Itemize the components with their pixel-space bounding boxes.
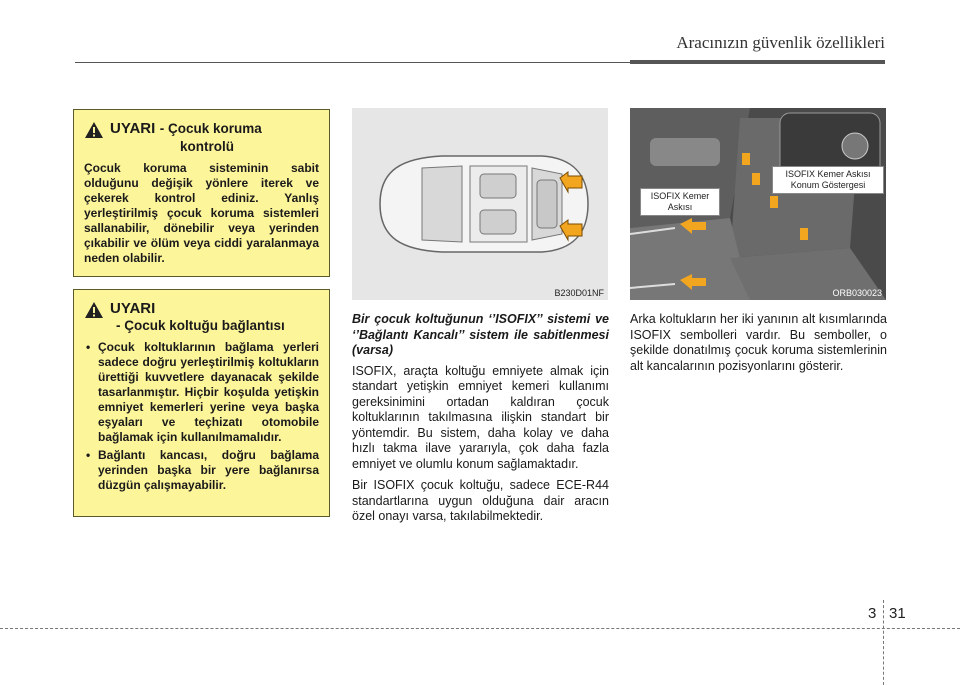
section-heading: Bir çocuk koltuğunun ‘’ISOFIX’’ sistemi ve ‘’Bağlantı Kancalı’’ sistem ile sabitlenmesi (varsa) [352, 312, 609, 357]
callout-text: ISOFIX Kemer [650, 191, 710, 201]
warning-heading [84, 300, 319, 334]
callout-isofix-anchor [640, 188, 720, 216]
figure-car-top-view [352, 108, 608, 300]
figure-code: B230D01NF [554, 288, 604, 298]
section-isofix-symbols-text [630, 312, 887, 380]
footer-dashed-rule [0, 628, 960, 629]
callout-isofix-indicator [772, 166, 884, 194]
chapter-number: 3 [868, 605, 877, 622]
section-paragraph: Arka koltukların her iki yanının alt kısımlarında ISOFIX sembolleri vardır. Bu semboller, o şekilde donatılmış çocuk koruma sistemlerinin alt kancalarının pozisyonlarını gösterir. [630, 312, 887, 373]
warning-list-item: • Bağlantı kancası, doğru bağlama yerinden başka bir yere bağlanırsa düzgün çalışmayabilir. [84, 448, 319, 493]
callout-text: ISOFIX Kemer Askısı [785, 169, 871, 179]
page-number: 31 [889, 605, 906, 622]
figure-code: ORB030023 [832, 288, 882, 298]
figure-rear-seat-isofix [630, 108, 886, 300]
warning-list [84, 340, 319, 493]
section-isofix-text [352, 312, 609, 531]
warning-heading [84, 120, 319, 155]
section-paragraph: ISOFIX, araçta koltuğu emniyete almak için standart yetişkin emniyet kemeri kullanımı gereksinimini ortadan kaldıran çocuk koltuklarının takılmasına ilişkin standart bir yöntemdir. Bu sistem, daha kolay ve daha hızlı takma ilave yararıyla, çok daha fazla emniyet ve olumlu konum sağlamaktadır. [352, 363, 609, 471]
warning-title: - Çocuk koltuğu bağlantısı [116, 318, 285, 333]
warning-triangle-icon [84, 301, 104, 319]
warning-triangle-icon [84, 121, 104, 139]
footer-vertical-rule [883, 600, 884, 685]
warning-box-seat-anchor [73, 289, 330, 517]
section-paragraph: Bir ISOFIX çocuk koltuğu, sadece ECE-R44 standartlarına uygun olduğuna dair aracın özel onayı varsa, takılabilmektedir. [352, 478, 609, 523]
warning-label: UYARI [110, 120, 156, 137]
warning-list-item: • Çocuk koltuklarının bağlama yerleri sadece doğru yerleştirilmiş koltukların ürettiği kuvvetlere dayanacak şekilde tasarlanmıştır. Hiçbir koşulda yetişkin emniyet kemerleri yerine veya başka eşyaları ve teçhizatı otomobile bağlamak için kullanılmamalıdır. [84, 340, 319, 445]
warning-box-child-restraint-check [73, 109, 330, 277]
warning-title-cont: kontrolü [180, 139, 234, 154]
callout-text: Askısı [667, 202, 693, 212]
page-header-title: Aracınızın güvenlik özellikleri [676, 33, 885, 52]
warning-title: - Çocuk koruma [159, 121, 262, 136]
header-rule-accent [630, 60, 885, 64]
warning-body: Çocuk koruma sisteminin sabit olduğunu değişik yönlere iterek ve çekerek kontrol ediniz. Yanlış yerleştirilmiş çocuk koruma sistemleri sallanabilir, dönebilir veya yerinden çıkabilir ve ölüm veya ciddi yaralanmaya neden olabilir. [84, 161, 319, 265]
callout-text: Konum Göstergesi [790, 180, 866, 190]
car-top-view-illustration [352, 108, 608, 300]
warning-label: UYARI [110, 300, 156, 317]
